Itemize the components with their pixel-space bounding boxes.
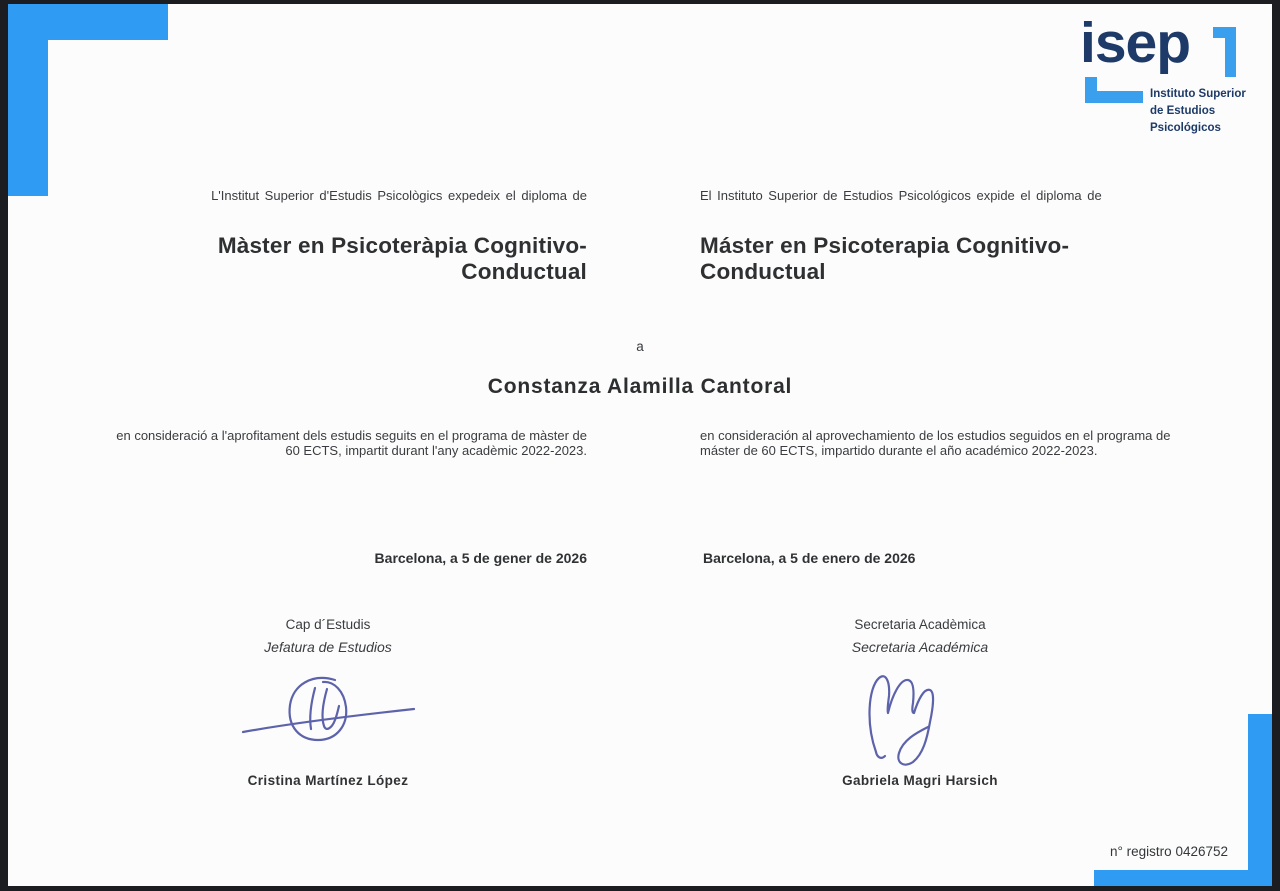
date-spanish: Barcelona, a 5 de enero de 2026: [703, 550, 916, 566]
logo-bracket-bottom-left-icon: [1085, 77, 1143, 103]
logo-wordmark: isep: [1080, 11, 1191, 75]
title-catalan-line1: Màster en Psicoteràpia Cognitivo-: [217, 233, 587, 258]
signature-gabriela-scribble: [853, 662, 985, 770]
signature-cristina-scribble: [238, 668, 418, 750]
role-spanish: Secretaria Acadèmica: [854, 617, 986, 632]
logo-tagline-line1: Instituto Superior: [1150, 88, 1246, 100]
isep-logo: [1074, 12, 1256, 140]
role-catalan-italic: Jefatura de Estudios: [264, 639, 392, 655]
recipient-name: Constanza Alamilla Cantoral: [487, 375, 793, 398]
diploma-page: [8, 4, 1272, 886]
body-spanish-line1: en consideración al aprovechamiento de los estudios seguidos en el programa de: [700, 428, 1171, 443]
corner-accent-bottom-right: [1094, 714, 1272, 886]
date-catalan: Barcelona, a 5 de gener de 2026: [374, 550, 587, 566]
body-catalan-line1: en consideració a l'aprofitament dels estudis seguits en el programa de màster de: [116, 428, 587, 443]
logo-tagline: [1150, 86, 1256, 137]
body-catalan-line2: 60 ECTS, impartit durant l'any acadèmic 2022-2023.: [285, 443, 587, 458]
corner-accent-top-left: [8, 4, 168, 196]
role-spanish-italic: Secretaria Académica: [851, 639, 989, 655]
intro-spanish: El Instituto Superior de Estudios Psicológicos expide el diploma de: [700, 188, 1102, 203]
intro-catalan: L'Institut Superior d'Estudis Psicològics expedeix el diploma de: [211, 188, 587, 203]
registry-number: n° registro 0426752: [1110, 844, 1228, 859]
body-spanish-line2: máster de 60 ECTS, impartido durante el año académico 2022-2023.: [700, 443, 1098, 458]
logo-tagline-line3: Psicológicos: [1150, 122, 1221, 134]
title-spanish-line2: Conductual: [700, 259, 826, 284]
role-catalan: Cap d´Estudis: [285, 617, 371, 632]
signer-name-catalan: Cristina Martínez López: [247, 773, 409, 788]
recipient-preposition: a: [636, 339, 644, 354]
logo-tagline-line2: de Estudios: [1150, 105, 1216, 117]
title-spanish-line1: Máster en Psicoterapia Cognitivo-: [700, 233, 1070, 258]
logo-bracket-top-right-icon: [1213, 27, 1236, 77]
title-catalan-line2: Conductual: [461, 259, 587, 284]
signer-name-spanish: Gabriela Magri Harsich: [842, 773, 998, 788]
